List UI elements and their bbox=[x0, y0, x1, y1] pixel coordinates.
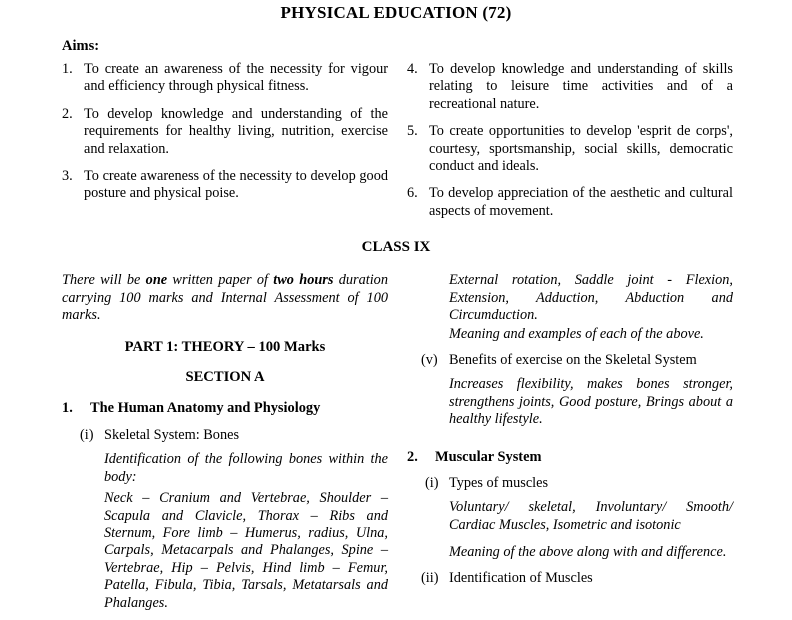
aims-columns bbox=[0, 61, 792, 220]
exam-note-bold-2: two hours bbox=[273, 272, 334, 289]
subtopic-benefits-skeletal bbox=[407, 352, 733, 369]
subtopic-types-of-muscles bbox=[407, 475, 733, 492]
subtopic-title: Identification of Muscles bbox=[449, 569, 593, 586]
exam-note-part-2: written paper of bbox=[167, 272, 274, 289]
list-item-text: To develop appreciation of the aesthetic and cultural aspects of movement. bbox=[429, 185, 733, 219]
list-marker: 6. bbox=[407, 185, 418, 202]
subtopic-title: Skeletal System: Bones bbox=[104, 426, 240, 443]
topic-marker: 2. bbox=[407, 448, 418, 465]
topic-title: The Human Anatomy and Physiology bbox=[90, 400, 321, 417]
detail-muscle-types: Voluntary/ skeletal, Involuntary/ Smooth/ Cardiac Muscles, Isometric and isotonic bbox=[449, 499, 733, 533]
subtopic-marker: (v) bbox=[421, 351, 438, 368]
list-marker: 5. bbox=[407, 123, 418, 140]
list-item-text: To create an awareness of the necessity for vigour and efficiency through physical fitness. bbox=[84, 61, 388, 95]
detail-joint-movements: External rotation, Saddle joint - Flexion, Extension, Adduction, Abduction and Circumduction. bbox=[449, 272, 733, 324]
list-marker: 2. bbox=[62, 105, 73, 122]
topic-marker: 1. bbox=[62, 400, 73, 417]
list-item-text: To develop knowledge and understanding of the requirements for healthy living, nutrition, exercise and relaxation. bbox=[84, 105, 388, 157]
subtopic-title: Types of muscles bbox=[449, 474, 549, 491]
aims-heading: Aims: bbox=[62, 38, 100, 54]
subtopic-marker: (i) bbox=[425, 474, 439, 491]
aims-left-column bbox=[62, 61, 388, 220]
list-marker: 1. bbox=[62, 61, 73, 77]
subtopic-skeletal-system bbox=[62, 427, 388, 444]
syllabus-right-column bbox=[407, 272, 733, 620]
detail-bone-identification: Identification of the following bones within the body: bbox=[104, 451, 388, 485]
topic-muscular-system bbox=[407, 449, 733, 466]
list-marker: 4. bbox=[407, 61, 418, 77]
section-heading: SECTION A bbox=[185, 369, 265, 386]
list-item-text: To create awareness of the necessity to develop good posture and physical poise. bbox=[84, 168, 388, 202]
detail-meaning-examples: Meaning and examples of each of the above. bbox=[449, 326, 704, 343]
list-item-text: To create opportunities to develop 'esprit de corps', courtesy, sportsmanship, social skills, democratic conduct and ideals. bbox=[429, 123, 733, 175]
list-item bbox=[407, 61, 733, 113]
list-item bbox=[407, 185, 733, 220]
page-title: PHYSICAL EDUCATION (72) bbox=[280, 3, 512, 22]
exam-note-part-1: There will be bbox=[62, 272, 146, 289]
list-item-text: To develop knowledge and understanding of skills relating to leisure time activities and of a recreational nature. bbox=[429, 61, 733, 112]
list-item bbox=[407, 123, 733, 175]
exam-note-part-3: duration carrying 100 marks and Internal Assessment of 100 marks. bbox=[62, 272, 388, 324]
topic-title: Muscular System bbox=[435, 448, 542, 465]
exam-note bbox=[62, 272, 388, 324]
detail-benefits-text: Increases flexibility, makes bones stronger, strengthens joints, Good posture, Brings about a healthy lifestyle. bbox=[449, 376, 733, 428]
section-spacer bbox=[407, 437, 733, 449]
list-item bbox=[62, 61, 388, 96]
subtopic-marker: (i) bbox=[80, 426, 94, 443]
detail-muscle-meaning: Meaning of the above along with and difference. bbox=[449, 544, 727, 561]
subtopic-title: Benefits of exercise on the Skeletal System bbox=[449, 351, 697, 368]
subtopic-marker: (ii) bbox=[421, 569, 439, 586]
topic-human-anatomy bbox=[62, 400, 388, 417]
class-heading: CLASS IX bbox=[361, 239, 431, 256]
document-page bbox=[0, 2, 792, 611]
list-item bbox=[62, 106, 388, 158]
syllabus-columns bbox=[0, 272, 792, 620]
exam-note-bold-1: one bbox=[145, 272, 168, 289]
list-marker: 3. bbox=[62, 168, 73, 185]
part-heading: PART 1: THEORY – 100 Marks bbox=[124, 339, 326, 356]
detail-bone-list: Neck – Cranium and Vertebrae, Shoulder – Scapula and Clavicle, Thorax – Ribs and Sternum, Fore limb – Humerus, radius, Ulna, Carpals, Metacarpals and Phalanges, Spine – Vertebrae, Hip – Pelvis, Hind limb – Femur, Patella, Fibula, Tibia, Tarsals, Metatarsals and Phalanges. bbox=[104, 490, 388, 611]
list-item bbox=[62, 168, 388, 203]
aims-right-column bbox=[407, 61, 733, 220]
syllabus-left-column bbox=[62, 272, 388, 620]
subtopic-identification-muscles bbox=[407, 570, 733, 587]
